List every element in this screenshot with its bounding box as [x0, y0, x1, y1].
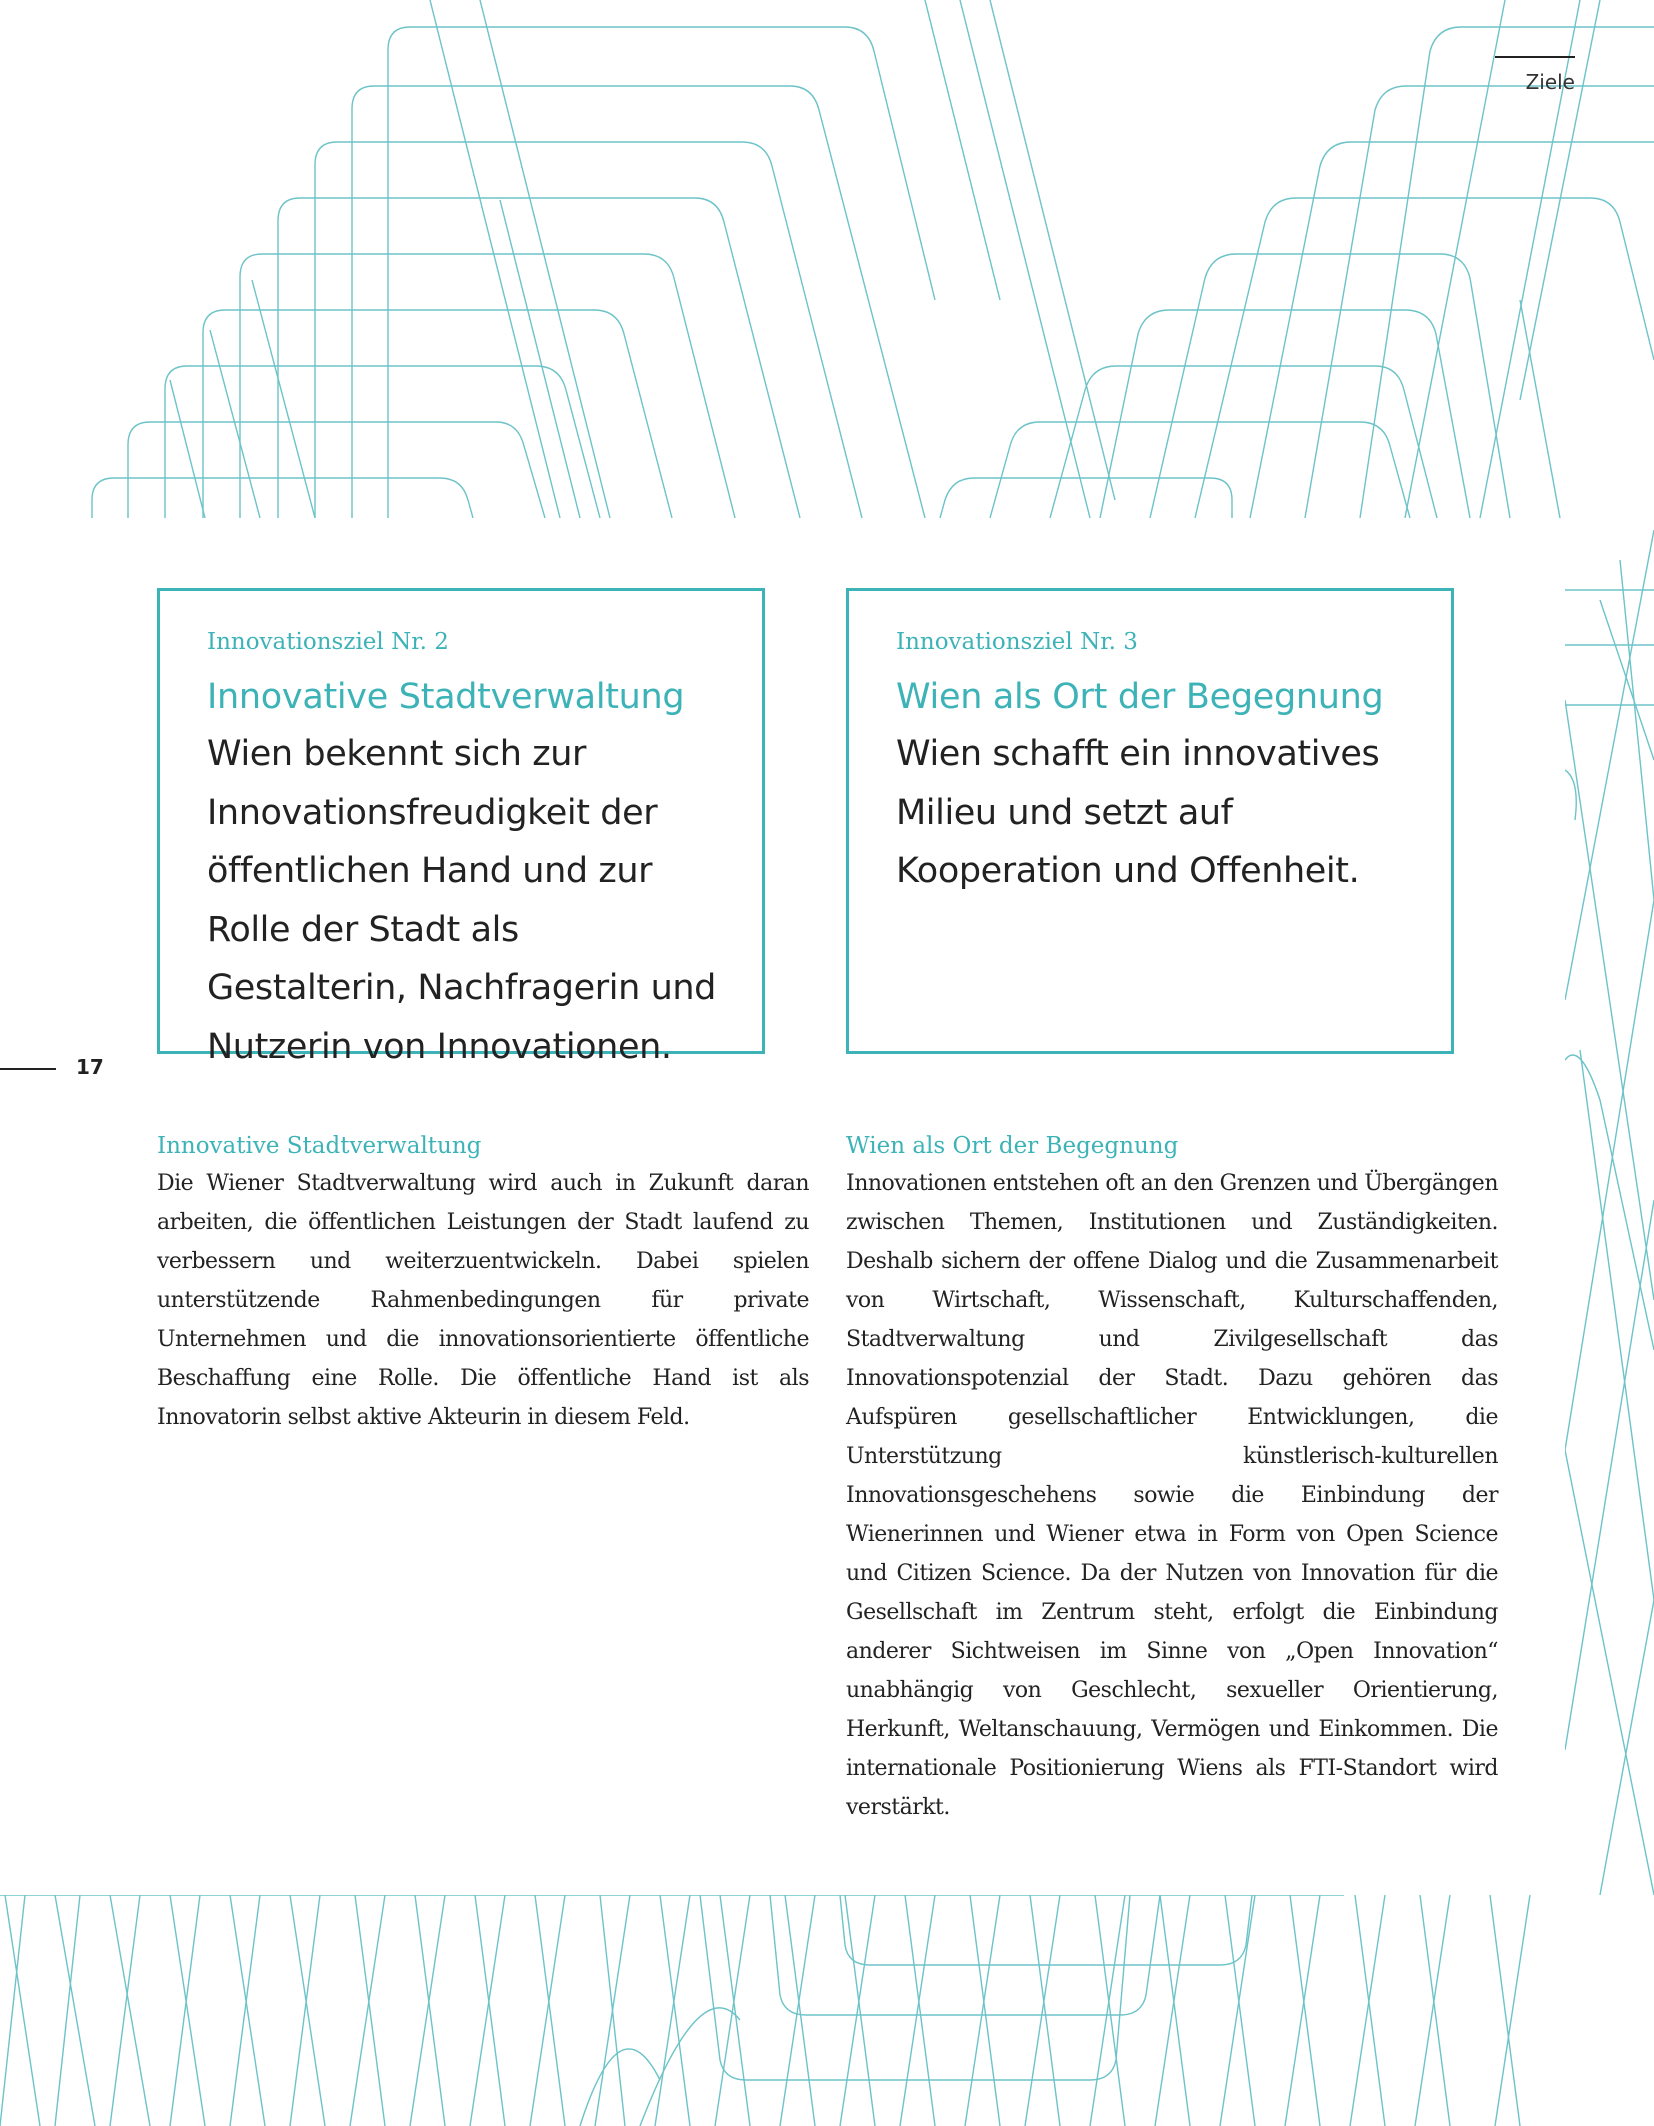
section-heading: Wien als Ort der Begegnung — [846, 1133, 1179, 1159]
section-innovative-stadtverwaltung — [157, 1128, 809, 1437]
goal-text: Wien schafft ein innovatives Milieu und setzt auf Kooperation und Offenheit. — [896, 734, 1380, 891]
right-edge-lines — [1565, 530, 1654, 1895]
section-label: Ziele — [1525, 70, 1575, 94]
page-number-rule — [0, 1068, 56, 1070]
goal-box-2 — [157, 588, 765, 1067]
goal-text: Wien bekennt sich zur Innovationsfreudigkeit der öffentlichen Hand und zur Rolle der Stadt als Gestalterin, Nachfragerin und Nutzerin von Innovationen. — [207, 734, 716, 1067]
section-wien-als-ort-der-begegnung — [846, 1128, 1498, 1827]
section-body: Die Wiener Stadtverwaltung wird auch in Zukunft daran arbeiten, die öffentlichen Leistungen der Stadt laufend zu verbessern und weiterzuentwickeln. Dabei spielen unterstützende Rahmenbedingungen für private Unternehmen und die innovationsorientierte öffentliche Beschaffung eine Rolle. Die öffentliche Hand ist als Innovatorin selbst aktive Akteurin in diesem Feld. — [157, 1171, 809, 1430]
section-heading: Innovative Stadtverwaltung — [157, 1133, 482, 1159]
page-number: 17 — [76, 1055, 104, 1079]
goal-title: Innovative Stadtverwaltung — [207, 677, 685, 717]
bottom-lines — [0, 1895, 1530, 2126]
goal-box-3 — [846, 588, 1454, 1054]
goal-kicker: Innovationsziel Nr. 2 — [207, 629, 449, 655]
goal-title: Wien als Ort der Begegnung — [896, 677, 1384, 717]
section-body: Innovationen entstehen oft an den Grenzen und Übergängen zwischen Themen, Institutionen und Zuständigkeiten. Deshalb sichern der offene Dialog und die Zusammenarbeit von Wirtschaft, Wissenschaft, Kulturschaffenden, Stadtverwaltung und Zivilgesellschaft das Innovationspotenzial der Stadt. Dazu gehören das Aufspüren gesellschaftlicher Entwicklungen, die Unterstützung künstlerisch-kulturellen Innovationsgeschehens sowie die Einbindung der Wienerinnen und Wiener etwa in Form von Open Science und Citizen Science. Da der Nutzen von Innovation für die Gesellschaft im Zentrum steht, erfolgt die Einbindung anderer Sichtweisen im Sinne von „Open Innovation“ unabhängig von Geschlecht, sexueller Orientierung, Herkunft, Weltanschauung, Vermögen und Einkommen. Die internationale Positionierung Wiens als FTI-Standort wird verstärkt. — [846, 1171, 1498, 1820]
header-rule — [1495, 56, 1575, 58]
goal-kicker: Innovationsziel Nr. 3 — [896, 629, 1138, 655]
top-left-arches — [92, 0, 1115, 518]
